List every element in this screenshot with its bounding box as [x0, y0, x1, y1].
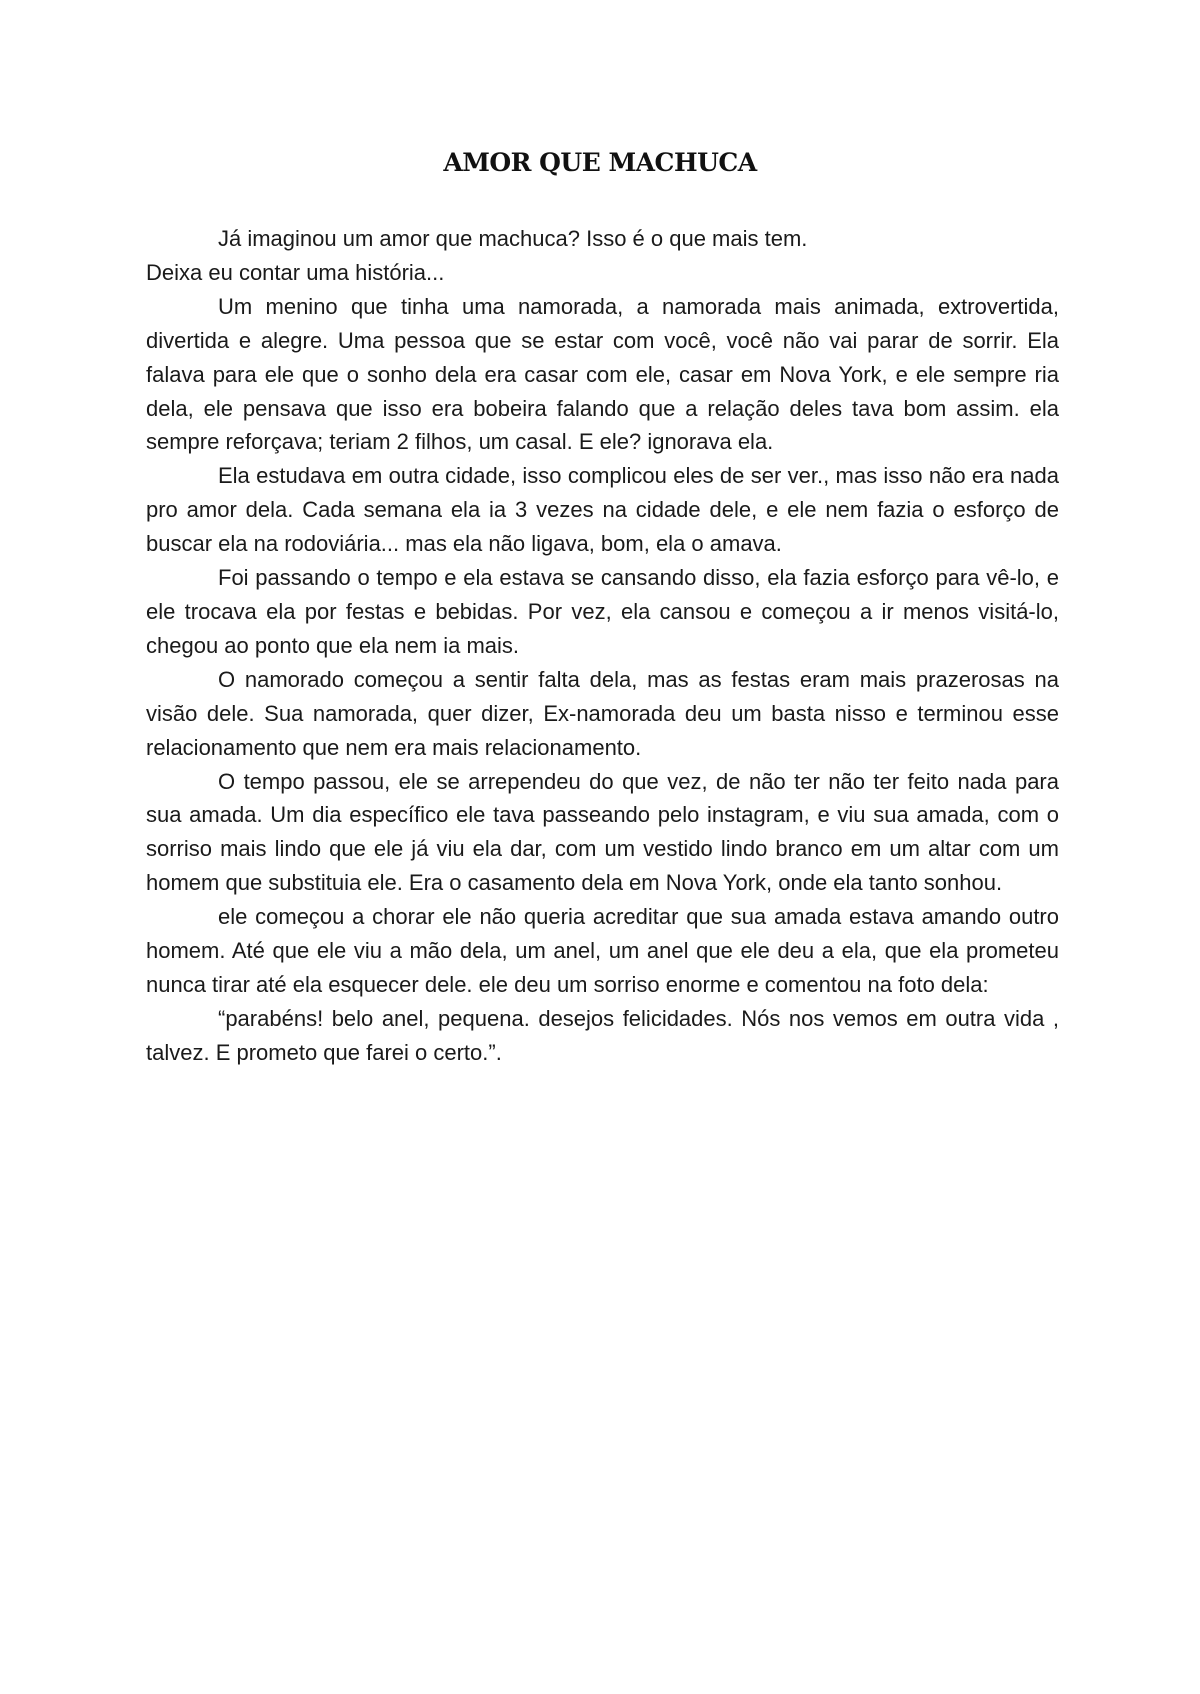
paragraph: Já imaginou um amor que machuca? Isso é o que mais tem.: [218, 226, 808, 251]
document-body: [146, 222, 1059, 1070]
paragraph: Ela estudava em outra cidade, isso complicou eles de ser ver., mas isso não era nada pro amor dela. Cada semana ela ia 3 vezes na cidade dele, e ele nem fazia o esforço de buscar ela na rodoviária... mas ela não ligava, bom, ela o amava.: [146, 463, 1059, 557]
paragraph: Um menino que tinha uma namorada, a namorada mais animada, extrovertida, divertida e alegre. Uma pessoa que se estar com você, você não vai parar de sorrir. Ela falava para ele que o sonho dela era casar com ele, casar em Nova York, e ele sempre ria dela, ele pensava que isso era bobeira falando que a relação deles tava bom assim. ela sempre reforçava; teriam 2 filhos, um casal. E ele? ignorava ela.: [146, 293, 1059, 455]
paragraph: Deixa eu contar uma história...: [146, 259, 445, 285]
paragraph: O tempo passou, ele se arrependeu do que vez, de não ter não ter feito nada para sua amada. Um dia específico ele tava passeando pelo instagram, e viu sua amada, com o sorriso mais lindo que ele já viu ela dar, com um vestido lindo branco em um altar com um homem que substituia ele. Era o casamento dela em Nova York, onde ela tanto sonhou.: [146, 768, 1059, 896]
paragraph: O namorado começou a sentir falta dela, mas as festas eram mais prazerosas na visão dele. Sua namorada, quer dizer, Ex-namorada deu um basta nisso e terminou esse relacionamento que nem era mais relacionamento.: [146, 666, 1059, 760]
paragraph: “parabéns! belo anel, pequena. desejos felicidades. Nós nos vemos em outra vida , talvez. E prometo que farei o certo.”.: [146, 1005, 1059, 1065]
paragraph: ele começou a chorar ele não queria acreditar que sua amada estava amando outro homem. Até que ele viu a mão dela, um anel, um anel que ele deu a ela, que ela prometeu nunca tirar até ela esquecer dele. ele deu um sorriso enorme e comentou na foto dela:: [146, 904, 1059, 997]
paragraph: Foi passando o tempo e ela estava se cansando disso, ela fazia esforço para vê-lo, e ele trocava ela por festas e bebidas. Por vez, ela cansou e começou a ir menos visitá-lo, chegou ao ponto que ela nem ia mais.: [146, 565, 1059, 658]
document-title: AMOR QUE MACHUCA: [443, 148, 757, 177]
